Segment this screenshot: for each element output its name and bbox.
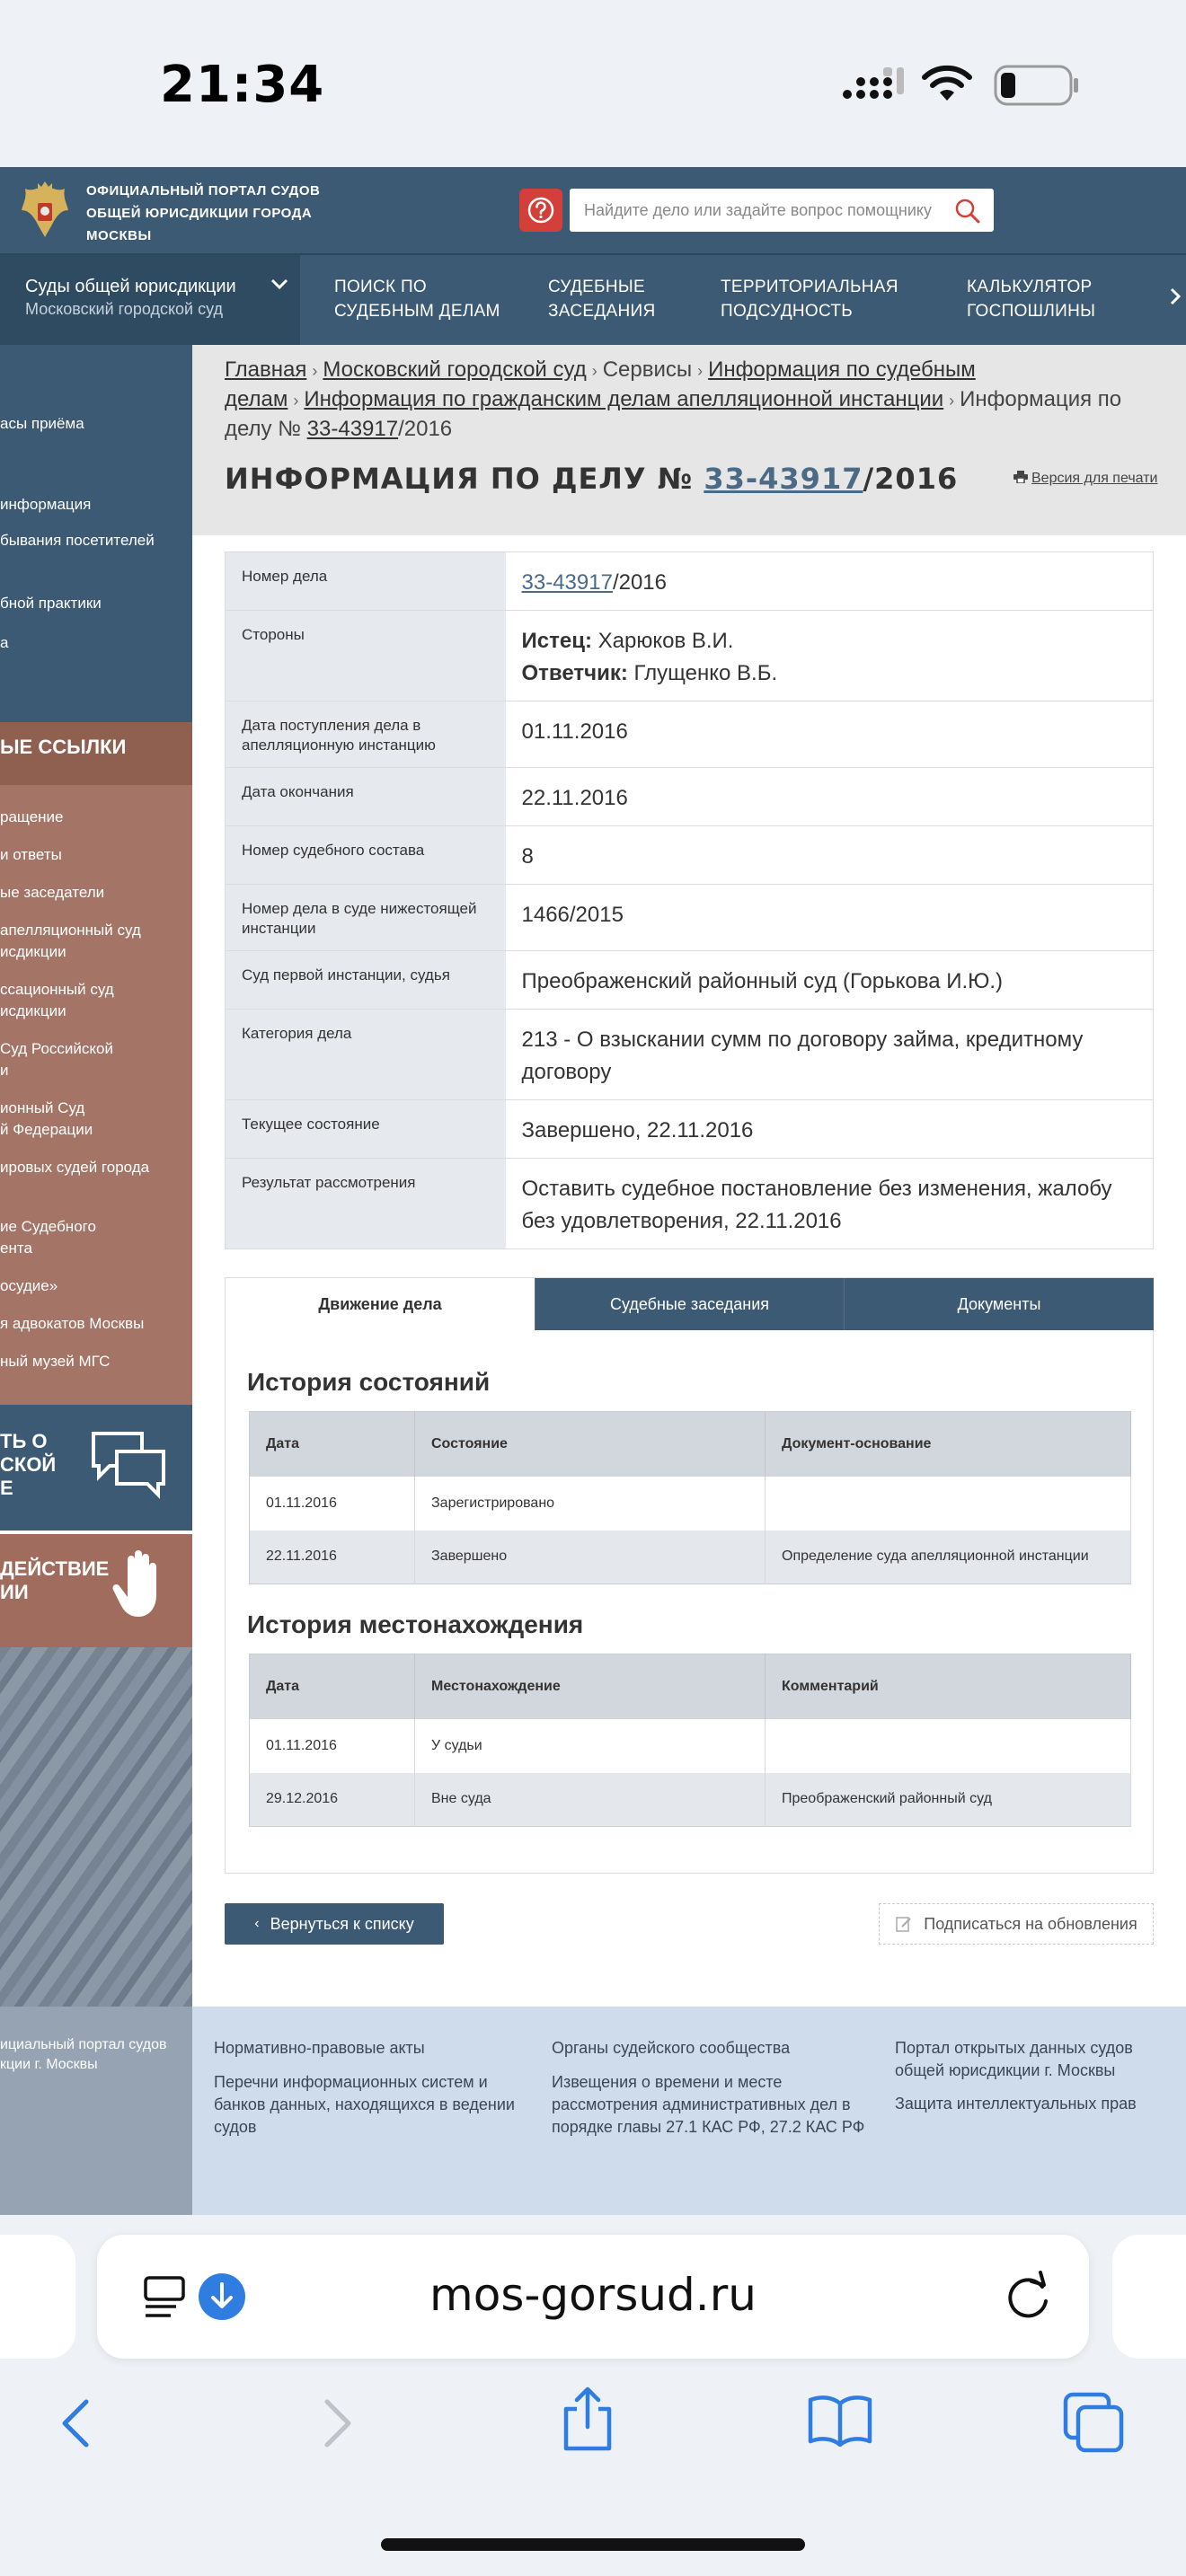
sidebar-link[interactable]: и ответы bbox=[0, 846, 62, 863]
useful-links-heading: ЫЕ ССЫЛКИ bbox=[0, 736, 127, 758]
tabs-icon[interactable] bbox=[1062, 2391, 1125, 2454]
table-row bbox=[250, 1477, 1131, 1531]
table-cell: 01.11.2016 bbox=[250, 1477, 415, 1531]
sidebar-link[interactable]: ировых судей города bbox=[0, 1159, 150, 1176]
detail-label: Суд первой инстанции, судья bbox=[226, 951, 506, 1010]
detail-value: Завершено, 22.11.2016 bbox=[506, 1100, 1154, 1159]
table-cell: Зарегистрировано bbox=[415, 1477, 766, 1531]
table-header-row bbox=[250, 1654, 1131, 1719]
detail-value bbox=[506, 552, 1154, 611]
detail-value: Преображенский районный суд (Горькова И.Ю.) bbox=[506, 951, 1154, 1010]
sidebar-link[interactable]: я адвокатов Москвы bbox=[0, 1315, 145, 1332]
defendant-label: Ответчик: bbox=[521, 661, 628, 685]
detail-label: Результат рассмотрения bbox=[226, 1159, 506, 1249]
subscribe-button[interactable] bbox=[879, 1903, 1154, 1945]
case-number-link[interactable]: 33-43917 bbox=[521, 570, 613, 595]
column-header: Документ-основание bbox=[766, 1412, 1131, 1477]
sidebar-link[interactable]: ента bbox=[0, 1239, 32, 1257]
footer-link[interactable]: Нормативно-правовые акты bbox=[214, 2039, 425, 2057]
court-selector-label: Суды общей юрисдикции bbox=[25, 277, 236, 296]
table-cell: Преображенский районный суд bbox=[766, 1773, 1131, 1827]
plaintiff-label: Истец: bbox=[521, 629, 592, 653]
sidebar-link[interactable]: исдикции bbox=[0, 1002, 66, 1019]
nav-item-line: ЗАСЕДАНИЯ bbox=[548, 302, 656, 321]
footer-link[interactable]: Перечни информационных систем и банков данных, находящихся в ведении судов bbox=[214, 2073, 515, 2136]
promo-line: ТЬ О bbox=[0, 1430, 48, 1452]
detail-value bbox=[506, 611, 1154, 701]
table-header-row bbox=[250, 1412, 1131, 1477]
detail-row bbox=[226, 885, 1154, 951]
detail-row bbox=[226, 826, 1154, 885]
search-box bbox=[570, 189, 994, 232]
sidebar-link[interactable]: ращение bbox=[0, 808, 64, 825]
table-cell bbox=[766, 1719, 1131, 1773]
table-cell: У судьи bbox=[415, 1719, 766, 1773]
print-version-link[interactable] bbox=[1013, 471, 1157, 487]
breadcrumb-separator: › bbox=[591, 362, 597, 380]
tab-documents[interactable]: Документы bbox=[844, 1278, 1154, 1330]
detail-label: Стороны bbox=[226, 611, 506, 701]
sidebar-link[interactable]: апелляционный суд bbox=[0, 922, 141, 939]
sidebar-link[interactable]: информация bbox=[0, 496, 92, 513]
home-indicator bbox=[381, 2538, 805, 2551]
detail-label: Категория дела bbox=[226, 1010, 506, 1100]
detail-row bbox=[226, 552, 1154, 611]
sidebar-link[interactable]: бной практики bbox=[0, 595, 102, 612]
location-history-title: История местонахождения bbox=[247, 1610, 584, 1638]
printer-icon bbox=[1013, 471, 1028, 483]
table-row bbox=[250, 1719, 1131, 1773]
sidebar-link[interactable]: й Федерации bbox=[0, 1121, 93, 1138]
detail-value: 213 - О взыскании сумм по договору займа, кредитному договору bbox=[506, 1010, 1154, 1100]
detail-label: Дата поступления дела в апелляционную инстанцию bbox=[226, 701, 506, 768]
footer-link[interactable]: Защита интеллектуальных прав bbox=[895, 2095, 1137, 2113]
table-cell: 22.11.2016 bbox=[250, 1531, 415, 1584]
page-title-case-suffix: /2016 bbox=[863, 462, 959, 496]
footer-link[interactable]: Портал открытых данных судов общей юрисдикции г. Москвы bbox=[895, 2039, 1133, 2079]
nav-item-case-search[interactable] bbox=[334, 275, 500, 323]
breadcrumb-case-suffix: /2016 bbox=[398, 417, 453, 441]
detail-row bbox=[226, 768, 1154, 826]
plaintiff-name: Харюков В.И. bbox=[597, 629, 734, 653]
sidebar-link[interactable]: бывания посетителей bbox=[0, 532, 155, 549]
breadcrumb-court[interactable]: Московский городской суд bbox=[323, 357, 587, 382]
table-cell: 29.12.2016 bbox=[250, 1773, 415, 1827]
breadcrumb-current: Информация по делу № bbox=[225, 387, 1122, 441]
table-row bbox=[250, 1531, 1131, 1584]
breadcrumb-separator: › bbox=[293, 392, 299, 410]
nav-item-line: СУДЕБНЫЕ bbox=[548, 278, 645, 296]
reload-icon[interactable] bbox=[1003, 2269, 1053, 2323]
help-assistant-button[interactable] bbox=[519, 189, 562, 232]
tab-court-sessions[interactable]: Судебные заседания bbox=[535, 1278, 844, 1330]
court-selector-sublabel: Московский городской суд bbox=[25, 300, 223, 318]
detail-label: Номер дела в суде нижестоящей инстанции bbox=[226, 885, 506, 951]
state-history-title: История состояний bbox=[247, 1368, 491, 1396]
column-header: Местонахождение bbox=[415, 1654, 766, 1719]
case-tabs-panel bbox=[225, 1277, 1154, 1874]
sidebar-link[interactable]: ионный Суд bbox=[0, 1099, 85, 1116]
case-number-suffix: /2016 bbox=[612, 570, 667, 595]
nav-item-fee-calculator[interactable] bbox=[967, 275, 1095, 323]
detail-label: Номер судебного состава bbox=[226, 826, 506, 885]
status-time: 21:34 bbox=[160, 56, 325, 114]
breadcrumb-separator: › bbox=[697, 362, 704, 380]
sidebar-link[interactable]: асы приёма bbox=[0, 415, 84, 432]
detail-value: 01.11.2016 bbox=[506, 701, 1154, 768]
detail-label: Дата окончания bbox=[226, 768, 506, 826]
breadcrumb-case-link[interactable]: 33-43917 bbox=[306, 417, 399, 441]
breadcrumb bbox=[225, 356, 1159, 444]
defendant bbox=[522, 657, 1137, 690]
chevron-left-icon: ‹ bbox=[254, 1916, 260, 1931]
back-icon[interactable] bbox=[58, 2396, 93, 2450]
page-title-case-link[interactable]: 33-43917 bbox=[704, 462, 863, 496]
breadcrumb-info-civil[interactable]: Информация по гражданским делам апелляционной инстанции bbox=[304, 387, 944, 411]
footer-copyright: ициальный портал судов кции г. Москвы bbox=[0, 2037, 167, 2072]
detail-label: Текущее состояние bbox=[226, 1100, 506, 1159]
table-cell: 01.11.2016 bbox=[250, 1719, 415, 1773]
page-title bbox=[225, 462, 958, 496]
detail-value: 22.11.2016 bbox=[506, 768, 1154, 826]
sidebar-link[interactable]: ный музей МГС bbox=[0, 1353, 111, 1370]
court-selector[interactable] bbox=[0, 255, 300, 345]
detail-value: 8 bbox=[506, 826, 1154, 885]
footer-link[interactable]: Извещения о времени и месте рассмотрения административных дел в порядке главы 27.1 КАС РФ, 27.2 КАС РФ bbox=[552, 2073, 865, 2136]
breadcrumb-info-cases[interactable]: Информация по судебным делам bbox=[225, 357, 976, 411]
nav-item-line: ТЕРРИТОРИАЛЬНАЯ bbox=[721, 278, 898, 296]
column-header: Состояние bbox=[415, 1412, 766, 1477]
print-version-label: Версия для печати bbox=[1031, 471, 1158, 486]
chat-bubbles-icon bbox=[90, 1430, 167, 1500]
url-text[interactable]: mos-gorsud.ru bbox=[429, 2269, 757, 2321]
nav-item-line: ПОИСК ПО bbox=[334, 278, 427, 296]
portal-title[interactable]: ОФИЦИАЛЬНЫЙ ПОРТАЛ СУДОВ ОБЩЕЙ ЮРИСДИКЦИИ ГОРОДА МОСКВЫ bbox=[86, 183, 321, 243]
search-input[interactable] bbox=[584, 189, 943, 232]
question-icon bbox=[527, 196, 555, 225]
nav-item-jurisdiction[interactable] bbox=[721, 275, 898, 323]
breadcrumb-home[interactable]: Главная bbox=[225, 357, 307, 382]
wifi-icon bbox=[920, 65, 974, 104]
detail-value: 1466/2015 bbox=[506, 885, 1154, 951]
breadcrumb-separator: › bbox=[312, 362, 318, 380]
column-header: Дата bbox=[250, 1412, 415, 1477]
nav-item-line: ПОДСУДНОСТЬ bbox=[721, 302, 854, 321]
detail-row bbox=[226, 951, 1154, 1010]
detail-row bbox=[226, 1159, 1154, 1249]
sidebar-link[interactable]: а bbox=[0, 634, 9, 651]
raised-hand-icon bbox=[111, 1548, 165, 1620]
back-to-list-button[interactable] bbox=[225, 1903, 444, 1945]
edit-note-icon bbox=[895, 1915, 913, 1933]
detail-label: Номер дела bbox=[226, 552, 506, 611]
case-details-table bbox=[225, 551, 1154, 1249]
table-cell bbox=[766, 1477, 1131, 1531]
promo-line: СКОЙ bbox=[0, 1453, 57, 1476]
cellular-signal-icon bbox=[841, 67, 907, 107]
back-to-list-label: Вернуться к списку bbox=[270, 1914, 414, 1933]
promo-line: ИИ bbox=[0, 1581, 29, 1603]
detail-row bbox=[226, 611, 1154, 701]
subscribe-label: Подписаться на обновления bbox=[924, 1914, 1137, 1933]
column-header: Комментарий bbox=[766, 1654, 1131, 1719]
sidebar-link[interactable]: ые заседатели bbox=[0, 884, 105, 901]
nav-item-court-sessions[interactable] bbox=[548, 275, 655, 323]
coat-of-arms-logo[interactable] bbox=[16, 180, 74, 243]
search-icon[interactable] bbox=[954, 198, 981, 225]
promo-line: Е bbox=[0, 1477, 13, 1499]
detail-row bbox=[226, 1100, 1154, 1159]
breadcrumb-separator: › bbox=[949, 392, 955, 410]
table-cell: Определение суда апелляционной инстанции bbox=[766, 1531, 1131, 1584]
detail-value: Оставить судебное постановление без изменения, жалобу без удовлетворения, 22.11.2016 bbox=[506, 1159, 1154, 1249]
table-cell: Завершено bbox=[415, 1531, 766, 1584]
sidebar-link[interactable]: Суд Российской bbox=[0, 1040, 113, 1057]
forward-icon[interactable] bbox=[320, 2396, 356, 2450]
bookmarks-icon[interactable] bbox=[807, 2393, 873, 2447]
table-cell: Вне суда bbox=[415, 1773, 766, 1827]
chevron-right-icon[interactable] bbox=[1168, 286, 1182, 307]
footer-link[interactable]: Органы судейского сообщества bbox=[552, 2039, 791, 2057]
defendant-name: Глущенко В.Б. bbox=[633, 661, 778, 685]
sidebar-link[interactable]: исдикции bbox=[0, 943, 66, 960]
plaintiff bbox=[522, 625, 1137, 657]
sidebar-link[interactable]: ие Судебного bbox=[0, 1218, 96, 1235]
battery-icon bbox=[994, 65, 1080, 106]
table-row bbox=[250, 1773, 1131, 1827]
sidebar bbox=[0, 345, 192, 2213]
sidebar-link[interactable]: ссационный суд bbox=[0, 981, 114, 998]
state-history-table bbox=[249, 1411, 1131, 1584]
location-history-table bbox=[249, 1654, 1131, 1827]
tab-case-movement[interactable]: Движение дела bbox=[226, 1278, 535, 1330]
detail-row bbox=[226, 701, 1154, 768]
promo-line: ДЕЙСТВИЕ bbox=[0, 1557, 110, 1580]
page-title-prefix: ИНФОРМАЦИЯ ПО ДЕЛУ № bbox=[225, 462, 694, 496]
nav-item-line: ГОСПОШЛИНЫ bbox=[967, 302, 1096, 321]
detail-row bbox=[226, 1010, 1154, 1100]
nav-item-line: СУДЕБНЫМ ДЕЛАМ bbox=[334, 302, 500, 321]
sidebar-link[interactable]: и bbox=[0, 1062, 9, 1079]
sidebar-link[interactable]: осудие» bbox=[0, 1277, 58, 1294]
chevron-down-icon bbox=[270, 277, 289, 291]
column-header: Дата bbox=[250, 1654, 415, 1719]
share-icon[interactable] bbox=[561, 2386, 615, 2452]
nav-item-line: КАЛЬКУЛЯТОР bbox=[967, 278, 1093, 296]
breadcrumb-services: Сервисы bbox=[602, 357, 693, 382]
